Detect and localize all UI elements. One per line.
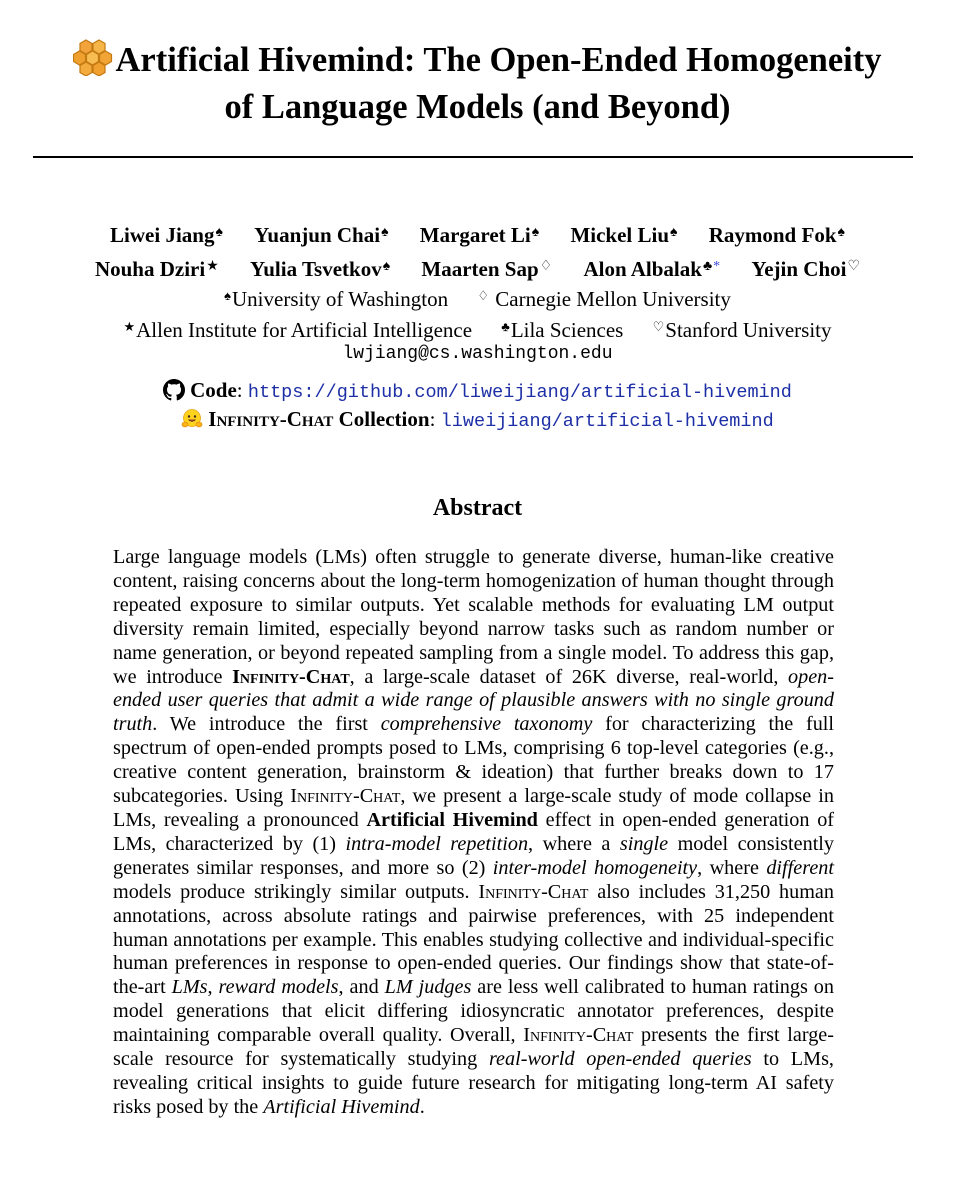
abstract-emphasis: single (619, 832, 669, 855)
abstract-emphasis: Artificial Hivemind (263, 1095, 420, 1118)
affiliation: ♣Lila Sciences (501, 318, 624, 342)
author: Alon Albalak♣* (583, 257, 721, 281)
abstract-emphasis: Artificial Hivemind (366, 808, 538, 831)
abstract-text: , we present a large-scale study of mode collapse in LMs, revealing a pronounced (113, 785, 834, 831)
abstract-emphasis: LM judges (384, 976, 472, 999)
affiliation: ★Allen Institute for Artificial Intelligence (123, 318, 473, 342)
abstract-text: models produce strikingly similar outputs. (113, 880, 479, 903)
abstract-emphasis: different (766, 856, 834, 879)
abstract-emphasis: Infinity-Chat (290, 785, 401, 808)
abstract-emphasis: real-world open-ended queries (488, 1048, 752, 1071)
author: Nouha Dziri★ (94, 257, 219, 281)
abstract-emphasis: open-ended user queries that admit a wide range of plausible answers with no single ground truth (113, 665, 834, 736)
author: Margaret Li♠ (419, 223, 540, 247)
contact-email[interactable]: lwjiang@cs.washington.edu (342, 344, 613, 364)
abstract-text: . We introduce the first (152, 713, 381, 736)
abstract-emphasis: Infinity-Chat (478, 880, 589, 903)
title-text-1: Artificial Hivemind: The Open-Ended Homogeneity (115, 41, 882, 79)
abstract-text: presents the first large-scale resource for systematically studying (113, 1024, 834, 1071)
abstract-text: also includes 31,250 human annotations, across absolute ratings and pairwise preferences, with 25 independent human annotations per example. This enables studying collective and individual-specific human preferences in response to open-ended queries. Our findings show that state-of-the-art (113, 880, 834, 999)
abstract-text: , where (697, 856, 767, 879)
title-line-1 (20, 37, 935, 84)
abstract-text: , and (338, 976, 385, 999)
affiliation: ♠University of Washington (224, 287, 449, 311)
abstract-text: . (419, 1095, 425, 1118)
abstract-text: , (207, 976, 219, 999)
footnote-link[interactable]: * (713, 259, 721, 274)
author: Maarten Sap♢ (421, 257, 553, 281)
abstract-text: Large language models (LMs) often struggle to generate diverse, human-like creative content, raising concerns about the long-term homogenization of human thought through repeated exposure to similar outputs. Yet scalable methods for evaluating LM output diversity remain limited, especially beyond narrow tasks such as random number or name generation, or beyond repeated sampling from a single model. To address this gap, we introduce (113, 546, 834, 688)
abstract-text: model consistently generates similar responses, and more so (2) (113, 832, 835, 879)
author: Yuanjun Chai♠ (254, 223, 389, 247)
abstract-emphasis: intra-model repetition (345, 832, 529, 855)
abstract-text: to LMs, revealing critical insights to guide future research for mitigating long-term AI safety risks posed by the (113, 1048, 834, 1118)
dataset-name: Infinity-Chat (208, 407, 334, 431)
collection-link[interactable]: liweijiang/artificial-hivemind (440, 411, 774, 432)
collection-label: Collection (338, 407, 430, 431)
abstract-emphasis: LMs (171, 976, 208, 999)
affiliation: ♡Stanford University (652, 318, 832, 342)
abstract-text: for characterizing the full spectrum of open-ended prompts posed to LMs, comprising 6 top-level categories (e.g., creative content generation, brainstorm & ideation) that further breaks down to 17 subcategories. Using (113, 713, 835, 808)
abstract-text: are less well calibrated to human ratings on model generations that elicit differing idiosyncratic annotator preferences, despite maintaining comparable overall quality. Overall, (113, 976, 834, 1047)
affiliation-row-1 (40, 282, 915, 313)
code-label: Code (190, 378, 237, 402)
abstract-emphasis: comprehensive taxonomy (380, 713, 593, 736)
author: Yulia Tsvetkov♠ (250, 257, 391, 281)
github-link[interactable]: https://github.com/liweijiang/artificial-hivemind (247, 382, 792, 403)
huggingface-icon (181, 408, 203, 430)
title-line-2: of Language Models (and Beyond) (224, 88, 731, 126)
affiliation-list (40, 282, 915, 344)
title-divider (33, 156, 913, 158)
author-row-2 (40, 251, 915, 285)
affiliation: ♢ Carnegie Mellon University (477, 287, 731, 311)
paper-title (20, 37, 935, 131)
abstract-emphasis: inter-model homogeneity (492, 856, 698, 879)
abstract-emphasis: reward models (218, 976, 339, 999)
author-list (40, 217, 915, 285)
abstract-text: , a large-scale dataset of 26K diverse, real-world, (349, 665, 789, 688)
abstract-emphasis: Infinity-Chat (232, 665, 350, 688)
abstract-emphasis: Infinity-Chat (523, 1024, 634, 1047)
abstract-body (113, 546, 834, 1120)
author: Yejin Choi♡ (751, 257, 861, 281)
abstract-text: , where a (528, 832, 620, 855)
affiliation-row-2 (40, 313, 915, 344)
abstract-heading: Abstract (432, 495, 523, 521)
author-row-1 (40, 217, 915, 251)
collection-link-line: Infinity-Chat Collection: liweijiang/artificial-hivemind (40, 407, 915, 432)
honeycomb-icon (73, 38, 113, 76)
github-icon (163, 379, 185, 401)
author: Raymond Fok♠ (708, 223, 845, 247)
abstract-text: effect in open-ended generation of LMs, characterized by (1) (113, 808, 835, 855)
author: Liwei Jiang♠ (110, 223, 223, 247)
author: Mickel Liu♠ (570, 223, 678, 247)
code-link-line: Code: https://github.com/liweijiang/artificial-hivemind (40, 378, 915, 403)
